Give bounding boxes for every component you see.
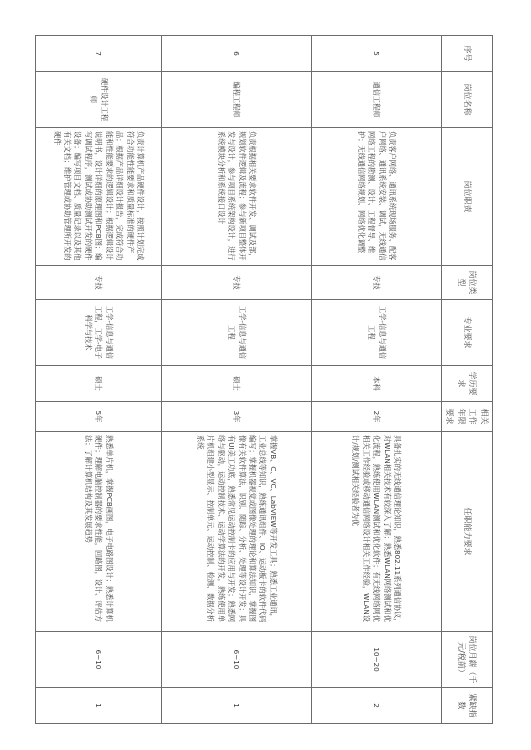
row-seq: 7 [35,36,161,72]
row-index: 1 [35,688,161,724]
row-type: 专技 [35,266,161,300]
header-name: 岗位名称 [441,72,492,128]
row-type: 专技 [161,266,311,300]
row-duty: 负责客户网络、通讯系统现场服务、配客户网络、通讯系统安装、调试，无线通信网络工程的勘测、设计、工程督导、维护；无线通信网络规划、网络优化调整 [311,128,441,266]
row-name: 硬件设计工程师 [35,72,161,128]
row-years: 5年 [35,402,161,432]
row-major: 工学-信息与通信工程，工学-电子科学与技术 [35,300,161,366]
job-requirements-table [35,35,493,724]
row-duty: 负责计算机产品硬件设计，按照计划完成符合功能性能要求和质量标准的硬件产品；根据产品详细设计报告，完成符合功能和性能要求的逻辑设计；根据逻辑设计说明书，设计详细的原理图和PCB图；编写调试程序，测试或协助测试开发的硬件设备；编写项目文档、质量记录以及其他有关文档；维护管理或协助管理所开发的硬件 [35,128,161,266]
row-years: 3年 [161,402,311,432]
header-years: 相关工作年限要求 [441,402,492,432]
row-edu: 本科 [311,366,441,402]
row-major: 工学-信息与通信工程 [161,300,311,366]
header-ability: 任职能力要求 [441,432,492,632]
header-type: 岗位类型 [441,266,492,300]
row-edu: 硕士 [161,366,311,402]
header-major: 专业要求 [441,300,492,366]
row-name: 编程工程师 [161,72,311,128]
row-ability: 掌握VB、C、VC、LabVIEW等开发工具；熟悉工业通讯，工业总线等知识，熟练通讯组件、IO、运动板卡的软件代码编写；掌握机器视觉或图像处理的理论和算法知识，掌握图像有关软件算法，识别、随踪、分析、处理等设计开发；具有UI美工功底，熟悉常见运动控制卡的应用与开发；熟悉网络与驱动，运动控制技术、运动学算法的开发，熟练使用单片机组建小型显示、控制单元、运动控制、检测、数据分析系统 [161,432,311,632]
header-salary: 岗位月薪（千元/税前） [441,632,492,688]
table-row [161,36,311,724]
row-years: 2年 [311,402,441,432]
row-duty: 负责根据相关要求软件开发、调试及部，规划软件逻辑及流程；参与新项目整体开发与设计，参与项目系统架构设计，进行系统模块分析和系统接口设计 [161,128,311,266]
row-salary: 6~10 [161,632,311,688]
row-edu: 硕士 [35,366,161,402]
row-seq: 6 [161,36,311,72]
header-duty: 岗位职责 [441,128,492,266]
table-row [311,36,441,724]
header-row [441,36,492,724]
row-index: 1 [161,688,311,724]
row-seq: 5 [311,36,441,72]
row-type: 专技 [311,266,441,300]
row-salary: 10~20 [311,632,441,688]
row-ability: 具备扎实的无线通信理论知识，熟悉802.11系列通信协议，对WLAN相关技术有较深入了解；熟悉WLAN网络测试和优化流程，熟练使用WLAN测试和优化软件；有无线网络网优相关工作经验或移动通信网络设计相关工作经验，WLAN设计/规划/测试相关经验者为优 [311,432,441,632]
header-index: 紧缺指数 [441,688,492,724]
table-row [35,36,161,724]
row-major: 工学-信息与通信工程 [311,300,441,366]
row-salary: 6~10 [35,632,161,688]
header-seq: 序号 [441,36,492,72]
header-edu: 学历要求 [441,366,492,402]
row-name: 通信工程师 [311,72,441,128]
row-ability: 熟悉单片机，掌握PCB画图，电子电路图设计；熟悉计算机硬件；理解电脑控制器的要求性能，回路图，设计、评估方法；了解计算机结构及其发展趋势 [35,432,161,632]
row-index: 2 [311,688,441,724]
